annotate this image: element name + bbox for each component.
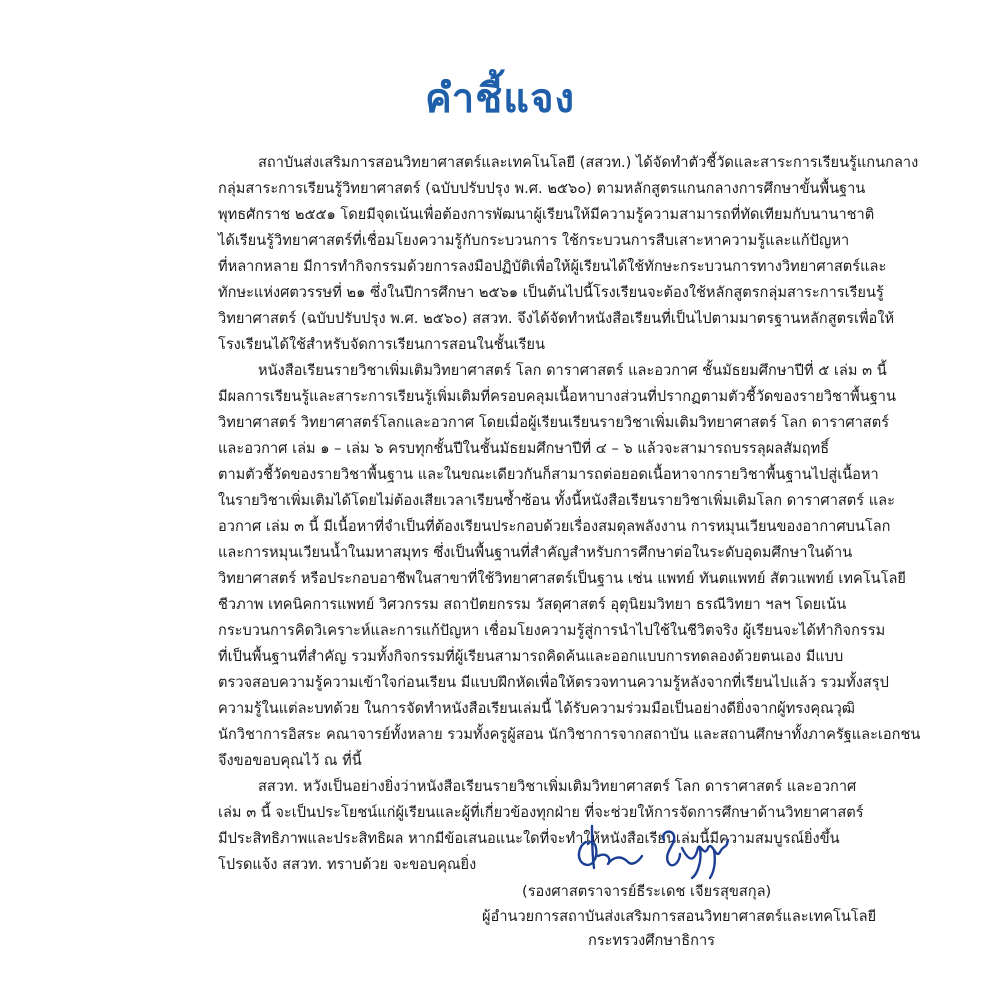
- paragraph-2-line-14: ความรู้ในแต่ละบทด้วย ในการจัดทำหนังสือเรียนเล่มนี้ ได้รับความร่วมมือเป็นอย่างดียิ่งจากผู้ทรงคุณวุฒิ: [218, 700, 855, 717]
- paragraph-2-line-8: และการหมุนเวียนน้ำในมหาสมุทร ซึ่งเป็นพื้นฐานที่สำคัญสำหรับการศึกษาต่อในระดับอุดมศึกษาในด้าน: [218, 544, 853, 561]
- paragraph-2-line-11: กระบวนการคิดวิเคราะห์และการแก้ปัญหา เชื่อมโยงความรู้สู่การนำไปใช้ในชีวิตจริง ผู้เรียนจะได้ทำกิจกรรม: [218, 622, 886, 639]
- handwritten-signature: [568, 818, 738, 880]
- paragraph-1-line-8: โรงเรียนได้ใช้สำหรับจัดการเรียนการสอนในชั้นเรียน: [218, 336, 545, 353]
- paragraph-1-line-4: ได้เรียนรู้วิทยาศาสตร์ที่เชื่อมโยงความรู้กับกระบวนการ ใช้กระบวนการสืบเสาะหาความรู้และแก้ปัญหา: [218, 232, 850, 249]
- paragraph-2-line-5: ตามตัวชี้วัดของรายวิชาพื้นฐาน และในขณะเดียวกันก็สามารถต่อยอดเนื้อหาจากรายวิชาพื้นฐานไปสู่เนื้อหา: [218, 466, 879, 483]
- paragraph-2-line-16: จึงขอขอบคุณไว้ ณ ที่นี้: [218, 752, 362, 769]
- paragraph-2-line-13: ตรวจสอบความรู้ความเข้าใจก่อนเรียน มีแบบฝึกหัดเพื่อให้ตรวจทานความรู้หลังจากที่เรียนไปแล้ว รวมทั้งสรุป: [218, 674, 889, 691]
- paragraph-3-line-3: มีประสิทธิภาพและประสิทธิผล หากมีข้อเสนอแนะใดที่จะทำให้หนังสือเรียนเล่มนี้มีความสมบูรณ์ยิ่งขึ้น: [218, 830, 840, 847]
- paragraph-3-line-2: เล่ม ๓ นี้ จะเป็นประโยชน์แก่ผู้เรียนและผู้ที่เกี่ยวข้องทุกฝ่าย ที่จะช่วยให้การจัดการศึกษาด้านวิทยาศาสตร์: [218, 804, 864, 821]
- signatory-name: (รองศาสตราจารย์ธีระเดช เจียรสุขสกุล): [522, 883, 772, 900]
- paragraph-3-line-4: โปรดแจ้ง สสวท. ทราบด้วย จะขอบคุณยิ่ง: [218, 856, 477, 873]
- paragraph-2-line-10: ชีวภาพ เทคนิคการแพทย์ วิศวกรรม สถาปัตยกรรม วัสดุศาสตร์ อุตุนิยมวิทยา ธรณีวิทยา ฯลฯ โดยเน้น: [218, 596, 847, 613]
- paragraph-1-line-2: กลุ่มสาระการเรียนรู้วิทยาศาสตร์ (ฉบับปรับปรุง พ.ศ. ๒๕๖๐) ตามหลักสูตรแกนกลางการศึกษาขั้นพื้นฐาน: [218, 180, 866, 197]
- page-title: คำชี้แจง: [424, 76, 576, 122]
- paragraph-2-line-6: ในรายวิชาเพิ่มเติมได้โดยไม่ต้องเสียเวลาเรียนซ้ำซ้อน ทั้งนี้หนังสือเรียนรายวิชาเพิ่มเติมโลก ดาราศาสตร์ และ: [218, 492, 895, 509]
- paragraph-2-line-2: มีผลการเรียนรู้และสาระการเรียนรู้เพิ่มเติมที่ครอบคลุมเนื้อหาบางส่วนที่ปรากฏตามตัวชี้วัดของรายวิชาพื้นฐาน: [218, 388, 896, 405]
- paragraph-1-line-6: ทักษะแห่งศตวรรษที่ ๒๑ ซึ่งในปีการศึกษา ๒๕๖๑ เป็นต้นไปนี้โรงเรียนจะต้องใช้หลักสูตรกลุ่มสาระการเรียนรู้: [218, 284, 884, 301]
- paragraph-2-line-9: วิทยาศาสตร์ หรือประกอบอาชีพในสาขาที่ใช้วิทยาศาสตร์เป็นฐาน เช่น แพทย์ ทันตแพทย์ สัตวแพทย์ เทคโนโลยี: [218, 570, 906, 587]
- signatory-position: ผู้อำนวยการสถาบันส่งเสริมการสอนวิทยาศาสตร์และเทคโนโลยี: [482, 908, 877, 925]
- paragraph-2-line-1: หนังสือเรียนรายวิชาเพิ่มเติมวิทยาศาสตร์ โลก ดาราศาสตร์ และอวกาศ ชั้นมัธยมศึกษาปีที่ ๕ เล่ม ๓ นี้: [258, 362, 887, 379]
- paragraph-1-line-1: สถาบันส่งเสริมการสอนวิทยาศาสตร์และเทคโนโลยี (สสวท.) ได้จัดทำตัวชี้วัดและสาระการเรียนรู้แกนกลาง: [258, 154, 919, 171]
- paragraph-2-line-3: วิทยาศาสตร์ วิทยาศาสตร์โลกและอวกาศ โดยเมื่อผู้เรียนเรียนรายวิชาเพิ่มเติมวิทยาศาสตร์ โลก ดาราศาสตร์: [218, 414, 890, 431]
- paragraph-2-line-15: นักวิชาการอิสระ คณาจารย์ทั้งหลาย รวมทั้งครูผู้สอน นักวิชาการจากสถาบัน และสถานศึกษาทั้งภาครัฐและเอกชน: [218, 726, 921, 743]
- paragraph-3-line-1: สสวท. หวังเป็นอย่างยิ่งว่าหนังสือเรียนรายวิชาเพิ่มเติมวิทยาศาสตร์ โลก ดาราศาสตร์ และอวกาศ: [258, 778, 857, 795]
- signature-graphic: [568, 818, 738, 880]
- signatory-ministry: กระทรวงศึกษาธิการ: [588, 932, 715, 949]
- paragraph-2-line-4: และอวกาศ เล่ม ๑ – เล่ม ๖ ครบทุกชั้นปีในชั้นมัธยมศึกษาปีที่ ๔ – ๖ แล้วจะสามารถบรรลุผลสัมฤทธิ์: [218, 440, 830, 457]
- paragraph-1-line-5: ที่หลากหลาย มีการทำกิจกรรมด้วยการลงมือปฏิบัติเพื่อให้ผู้เรียนได้ใช้ทักษะกระบวนการทางวิทยาศาสตร์และ: [218, 258, 887, 275]
- paragraph-1-line-7: วิทยาศาสตร์ (ฉบับปรับปรุง พ.ศ. ๒๕๖๐) สสวท. จึงได้จัดทำหนังสือเรียนที่เป็นไปตามมาตรฐานหลักสูตรเพื่อให้: [218, 310, 895, 327]
- paragraph-2-line-7: อวกาศ เล่ม ๓ นี้ มีเนื้อหาที่จำเป็นที่ต้องเรียนประกอบด้วยเรื่องสมดุลพลังงาน การหมุนเวียนของอากาศบนโลก: [218, 518, 891, 535]
- paragraph-2-line-12: ที่เป็นพื้นฐานที่สำคัญ รวมทั้งกิจกรรมที่ผู้เรียนสามารถคิดค้นและออกแบบการทดลองด้วยตนเอง มีแบบ: [218, 648, 844, 665]
- paragraph-1-line-3: พุทธศักราช ๒๕๕๑ โดยมีจุดเน้นเพื่อต้องการพัฒนาผู้เรียนให้มีความรู้ความสามารถที่ทัดเทียมกับนานาชาติ: [218, 206, 875, 223]
